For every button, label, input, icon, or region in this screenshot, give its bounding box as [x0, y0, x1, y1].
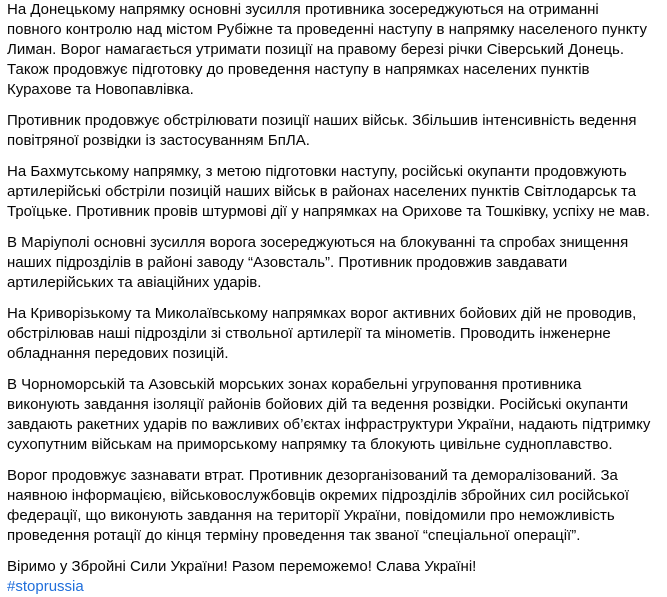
paragraph-black-sea: В Чорноморській та Азовській морських зонах корабельні угруповання противника виконують завдання ізоляції районів бойових дій та ведення розвідки. Російські окупанти завдають ракетних ударів по важливих об’єктах інфраструктури України, надають підтримку сухопутним військам на приморському напрямку та блокують цивільне судноплавство. [7, 376, 651, 453]
paragraph-bakhmut: На Бахмутському напрямку, з метою підготовки наступу, російські окупанти продовжують артилерійські обстріли позицій наших військ в районах населених пунктів Світлодарськ та Троїцьке. Противник провів штурмові дії у напрямках на Орихове та Тошківку, успіху не мав. [7, 163, 650, 220]
paragraph-donetsk: На Донецькому напрямку основні зусилля противника зосереджуються на отриманні повного контролю над містом Рубіжне та проведенні наступу в напрямку населеного пункту Лиман. Ворог намагається утримати позиції на правому березі річки Сіверський Донець. Також продовжує підготовку до проведення наступу в напрямках населених пунктів Курахове та Новопавлівка. [7, 1, 647, 98]
paragraph-mariupol: В Маріуполі основні зусилля ворога зосереджуються на блокуванні та спробах знищення наших підрозділів в районі заводу “Азовсталь”. Противник продовжив завдавати артилерійських та авіаційних ударів. [7, 234, 629, 291]
paragraph-closing: Віримо у Збройні Сили України! Разом переможемо! Слава Україні! [7, 558, 477, 575]
paragraph-kryvyi-rih: На Криворізькому та Миколаївському напрямках ворог активних бойових дій не проводив, обстрілював наші підрозділи зі ствольної артилерії та мінометів. Проводить інженерне обладнання передових позицій. [7, 305, 637, 362]
hashtag-link[interactable]: #stoprussia [7, 578, 84, 595]
paragraph-shelling: Противник продовжує обстрілювати позиції наших військ. Збільшив інтенсивність ведення повітряної розвідки із застосуванням БпЛА. [7, 112, 637, 149]
paragraph-losses: Ворог продовжує зазнавати втрат. Противник дезорганізований та деморалізований. За наявною інформацією, військовослужбовців окремих підрозділів збройних сил російської федерації, що виконують завдання на території України, повідомили про неможливість проведення ротації до кінця терміну проведення так званої “спеціальної операції”. [7, 467, 629, 544]
